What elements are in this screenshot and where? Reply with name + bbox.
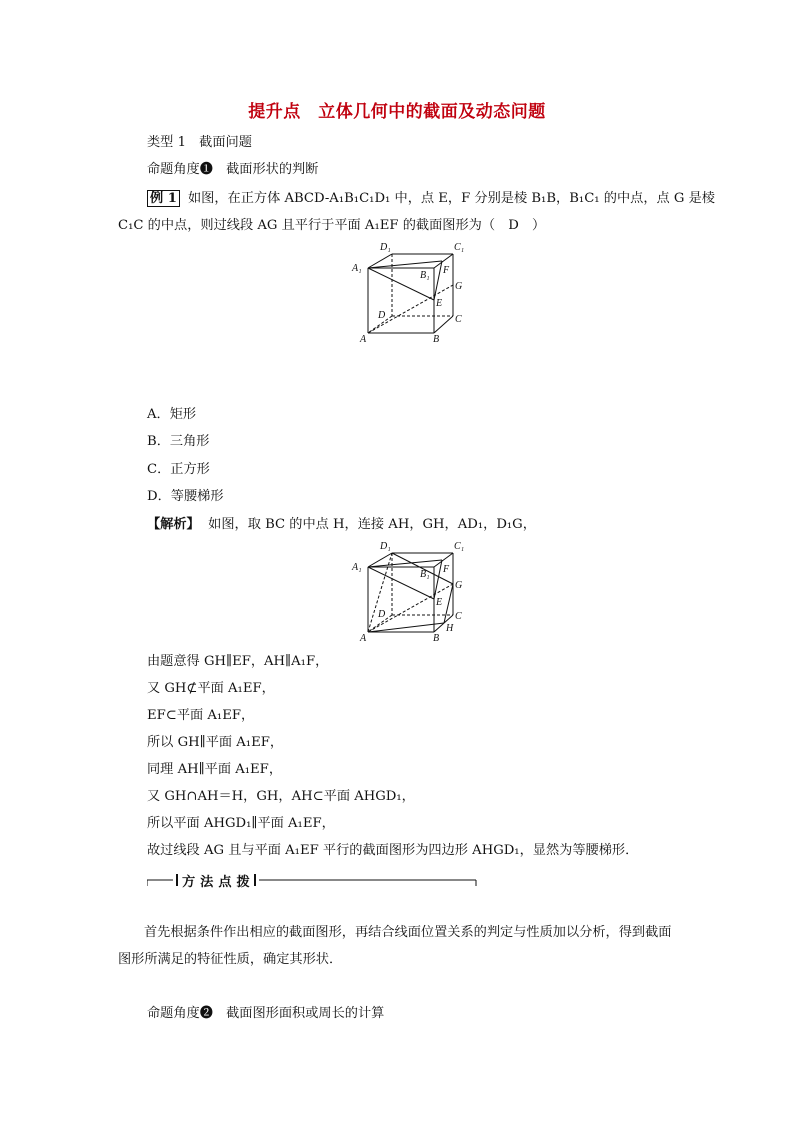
option-c: C．正方形 (147, 462, 210, 477)
label-C1: C₁ (454, 541, 465, 552)
cube-figure-2 (350, 537, 480, 647)
label-C: C (455, 314, 462, 325)
analysis-step-3: EF⊂平面 A₁EF， (147, 708, 255, 723)
label-A1: A₁ (352, 562, 362, 573)
label-D: D (378, 609, 386, 620)
label-H: H (446, 623, 454, 634)
label-D1: D₁ (380, 242, 391, 253)
analysis-intro: 如图，取 BC 的中点 H，连接 AH，GH，AD₁，D₁G， (208, 517, 536, 532)
label-F: F (443, 564, 450, 575)
section-type-heading: 类型 1 截面问题 (147, 135, 252, 150)
analysis-intro-line (147, 515, 536, 535)
label-B1: B₁ (420, 270, 430, 281)
proposition-angle-2: 命题角度❷ 截面图形面积或周长的计算 (147, 1006, 385, 1021)
page-title: 提升点 立体几何中的截面及动态问题 (248, 102, 546, 122)
label-G: G (455, 580, 463, 591)
label-C1: C₁ (454, 242, 465, 253)
label-A1: A₁ (352, 263, 362, 274)
label-B: B (433, 334, 440, 345)
label-B1: B₁ (420, 569, 430, 580)
label-E: E (436, 597, 443, 608)
analysis-step-8: 故过线段 AG 且与平面 A₁EF 平行的截面图形为四边形 AHGD₁，显然为等腰梯形． (147, 843, 639, 858)
analysis-step-4: 所以 GH∥平面 A₁EF， (147, 735, 284, 750)
label-D: D (378, 310, 386, 321)
analysis-step-2: 又 GH⊄平面 A₁EF， (147, 681, 275, 696)
label-G: G (455, 281, 463, 292)
proposition-angle-1: 命题角度❶ 截面形状的判断 (147, 162, 319, 177)
label-D1: D₁ (380, 541, 391, 552)
example-line-1 (147, 189, 715, 209)
label-C: C (455, 611, 462, 622)
example-text-1: 如图，在正方体 ABCD-A₁B₁C₁D₁ 中，点 E，F 分别是棱 B₁B，B₁C₁ 的中点，点 G 是棱 (187, 191, 715, 206)
option-a: A．矩形 (147, 407, 197, 422)
label-E: E (436, 298, 443, 309)
analysis-step-6: 又 GH∩AH＝H，GH，AH⊂平面 AHGD₁， (147, 789, 415, 804)
method-tip-title: 方法点拨 (182, 875, 255, 890)
label-F: F (443, 265, 450, 276)
analysis-label: 【解析】 (147, 517, 200, 532)
label-A: A (360, 633, 367, 644)
option-d: D．等腰梯形 (147, 489, 224, 504)
analysis-step-7: 所以平面 AHGD₁∥平面 A₁EF， (147, 816, 335, 831)
analysis-step-5: 同理 AH∥平面 A₁EF， (147, 762, 283, 777)
analysis-step-1: 由题意得 GH∥EF，AH∥A₁F， (147, 654, 329, 669)
method-tip-text: 首先根据条件作出相应的截面图形，再结合线面位置关系的判定与性质加以分析，得到截面图形所满足的特征性质，确定其形状． (118, 925, 672, 967)
example-line-2: C₁C 的中点，则过线段 AG 且平行于平面 A₁EF 的截面图形为（ D ） (118, 218, 546, 233)
label-B: B (433, 633, 440, 644)
cube-figure-1 (350, 238, 480, 350)
example-badge: 例 1 (147, 190, 180, 207)
label-A: A (360, 334, 367, 345)
option-b: B．三角形 (147, 434, 210, 449)
